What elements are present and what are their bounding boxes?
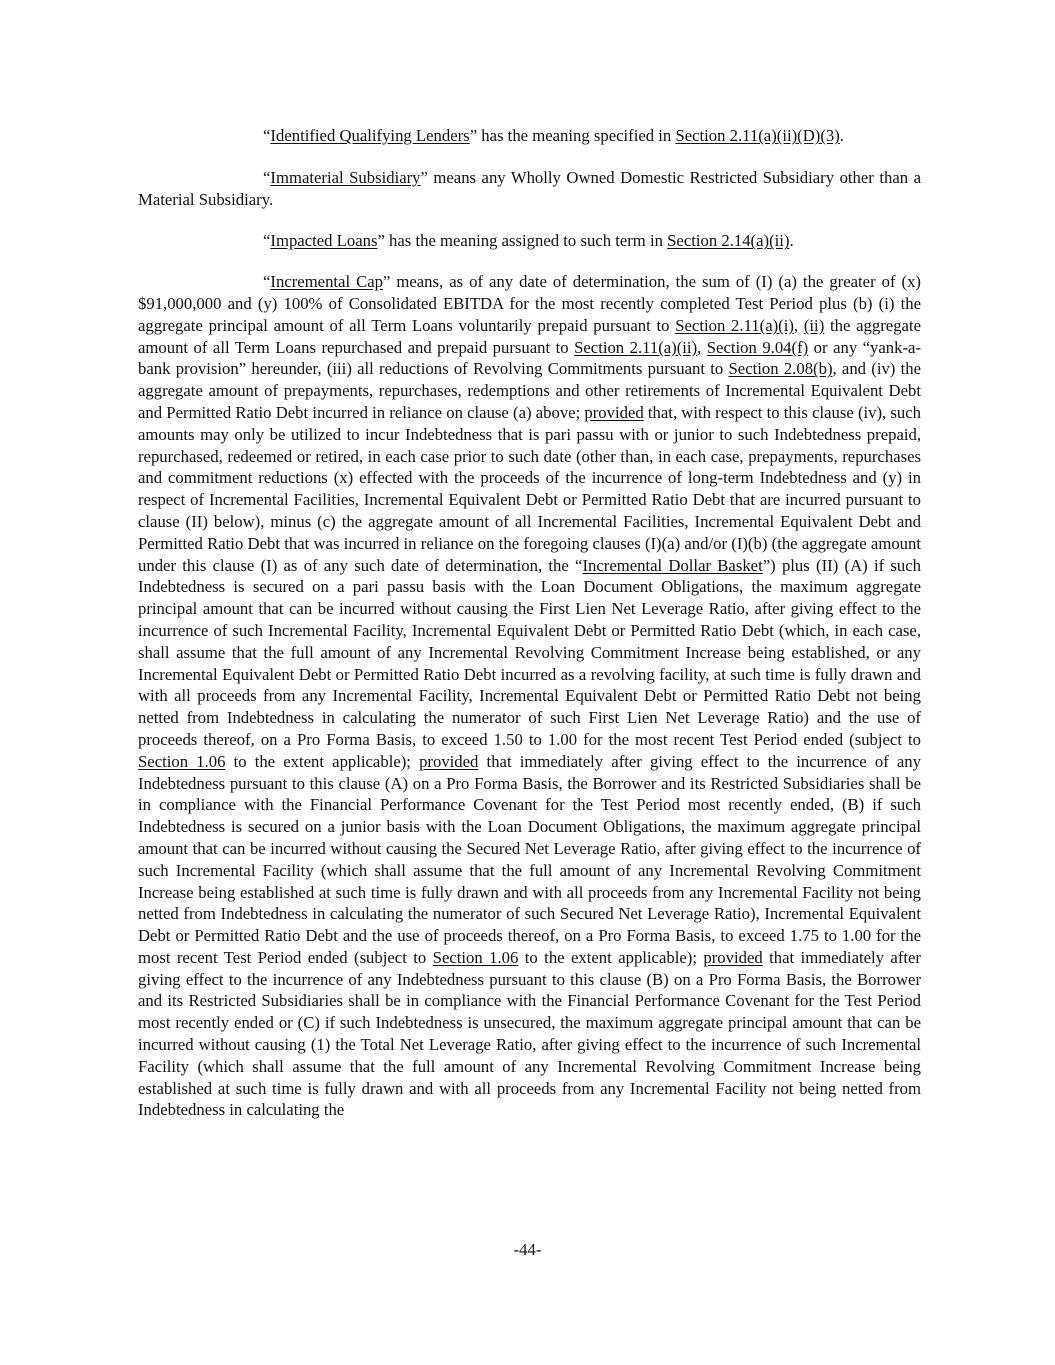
definition-incremental-cap bbox=[138, 271, 921, 1121]
definition-identified-qualifying-lenders bbox=[138, 125, 921, 147]
body-text: . bbox=[839, 126, 844, 145]
body-text: . bbox=[789, 231, 794, 251]
cross-reference: provided bbox=[584, 402, 644, 422]
body-text: “ bbox=[263, 167, 271, 187]
cross-reference: Section 1.06 bbox=[138, 751, 226, 771]
body-text: ”) plus (II) (A) if such Indebtedness is secured on a pari passu basis with the Loan Document Obligations, the maximum aggregate principal amount that can be incurred without causing the First Lien Net Leverage Ratio, after giving effect to the incurrence of such Incremental Facility, Incremental Equivalent Debt or Permitted Ratio Debt (which, in each case, shall assume that the full amount of any Incremental Revolving Commitment Increase being established, or any Incremental Equivalent Debt or Permitted Ratio Debt incurred as a revolving facility, at such time is fully drawn and with all proceeds from any Incremental Facility, Incremental Equivalent Debt or Permitted Ratio Debt not being netted from Indebtedness in calculating the numerator of such First Lien Net Leverage Ratio) and the use of proceeds thereof, on a Pro Forma Basis, to exceed 1.50 to 1.00 for the most recent Test Period ended (subject to bbox=[138, 555, 921, 749]
definition-immaterial-subsidiary bbox=[138, 167, 921, 211]
definition-impacted-loans bbox=[138, 230, 921, 252]
cross-reference: Section 1.06 bbox=[432, 947, 519, 967]
body-text: to the extent applicable); bbox=[225, 751, 420, 771]
cross-reference: (ii) bbox=[803, 315, 825, 335]
body-text: that, with respect to this clause (iv), such amounts may only be utilized to incur Indebtedness that is pari passu with or junior to such Indebtedness prepaid, repurchased, redeemed or retired, in each case prior to such date (other than, in each case, prepayments, repurchases and commitment reductions (x) effected with the proceeds of the incurrence of long-term Indebtedness and (y) in respect of Incremental Facilities, Incremental Equivalent Debt or Permitted Ratio Debt that are incurred pursuant to clause (II) below), minus (c) the aggregate amount of all Incremental Facilities, Incremental Equivalent Debt and Permitted Ratio Debt that was incurred in reliance on the foregoing clauses (I)(a) and/or (I)(b) (the aggregate amount under this clause (I) as of any such date of determination, the “ bbox=[138, 402, 921, 575]
cross-reference: provided bbox=[419, 751, 479, 771]
cross-reference: Incremental Cap bbox=[270, 272, 383, 292]
body-text: , bbox=[793, 315, 804, 335]
body-text: , bbox=[697, 337, 707, 357]
body-text: “ bbox=[263, 126, 271, 145]
document-body bbox=[138, 125, 921, 1121]
body-text: to the extent applicable); bbox=[518, 947, 704, 967]
cross-reference: Section 2.11(a)(i) bbox=[675, 315, 794, 335]
cross-reference: Identified Qualifying Lenders bbox=[270, 126, 470, 145]
body-text: that immediately after giving effect to the incurrence of any Indebtedness pursuant to this clause (A) on a Pro Forma Basis, the Borrower and its Restricted Subsidiaries shall be in compliance with the Financial Performance Covenant for the Test Period most recently ended, (B) if such Indebtedness is secured on a junior basis with the Loan Document Obligations, the maximum aggregate principal amount that can be incurred without causing the Secured Net Leverage Ratio, after giving effect to the incurrence of such Incremental Facility (which shall assume that the full amount of any Incremental Revolving Commitment Increase being established at such time is fully drawn and with all proceeds from any Incremental Facility not being netted from Indebtedness in calculating the numerator of such Secured Net Leverage Ratio), Incremental Equivalent Debt or Permitted Ratio Debt and the use of proceeds thereof, on a Pro Forma Basis, to exceed 1.75 to 1.00 for the most recent Test Period ended (subject to bbox=[138, 751, 921, 967]
cross-reference: Incremental Dollar Basket bbox=[582, 555, 763, 575]
cross-reference: Impacted Loans bbox=[270, 231, 378, 251]
body-text: ” has the meaning assigned to such term in bbox=[377, 231, 668, 251]
cross-reference: Section 2.14(a)(ii) bbox=[667, 231, 790, 251]
cross-reference: Section 9.04(f) bbox=[706, 337, 809, 357]
cross-reference: Section 2.08(b) bbox=[728, 359, 833, 379]
body-text: , and (iv) the aggregate amount of prepayments, repurchases, redemptions and other retirements of Incremental Equivalent Debt and Permitted Ratio Debt incurred in reliance on clause (a) above; bbox=[138, 359, 922, 422]
cross-reference: Section 2.11(a)(ii)(D)(3) bbox=[675, 126, 840, 145]
body-text: “ bbox=[263, 272, 271, 292]
body-text: or any “yank-a-bank provision” hereunder, (iii) all reductions of Revolving Commitments pursuant to bbox=[138, 337, 922, 379]
page-number: -44- bbox=[513, 1240, 542, 1259]
body-text: ” means any Wholly Owned Domestic Restricted Subsidiary other than a Material Subsidiary. bbox=[138, 167, 921, 209]
cross-reference: provided bbox=[703, 947, 763, 967]
cross-reference: Immaterial Subsidiary bbox=[270, 167, 421, 187]
body-text: ” means, as of any date of determination, the sum of (I) (a) the greater of (x) $91,000,000 and (y) 100% of Consolidated EBITDA for the most recently completed Test Period plus (b) (i) the aggregate principal amount of all Term Loans voluntarily prepaid pursuant to bbox=[138, 272, 921, 335]
body-text: that immediately after giving effect to the incurrence of any Indebtedness pursuant to this clause (B) on a Pro Forma Basis, the Borrower and its Restricted Subsidiaries shall be in compliance with the Financial Performance Covenant for the Test Period most recently ended or (C) if such Indebtedness is unsecured, the maximum aggregate principal amount that can be incurred without causing (1) the Total Net Leverage Ratio, after giving effect to the incurrence of such Incremental Facility (which shall assume that the full amount of any Incremental Revolving Commitment Increase being established at such time is fully drawn and with all proceeds from any Incremental Facility not being netted from Indebtedness in calculating the bbox=[138, 947, 921, 1120]
body-text: ” has the meaning specified in bbox=[469, 126, 676, 145]
body-text: the aggregate amount of all Term Loans repurchased and prepaid pursuant to bbox=[138, 315, 921, 357]
cross-reference: Section 2.11(a)(ii) bbox=[574, 337, 698, 357]
body-text: “ bbox=[263, 231, 271, 251]
